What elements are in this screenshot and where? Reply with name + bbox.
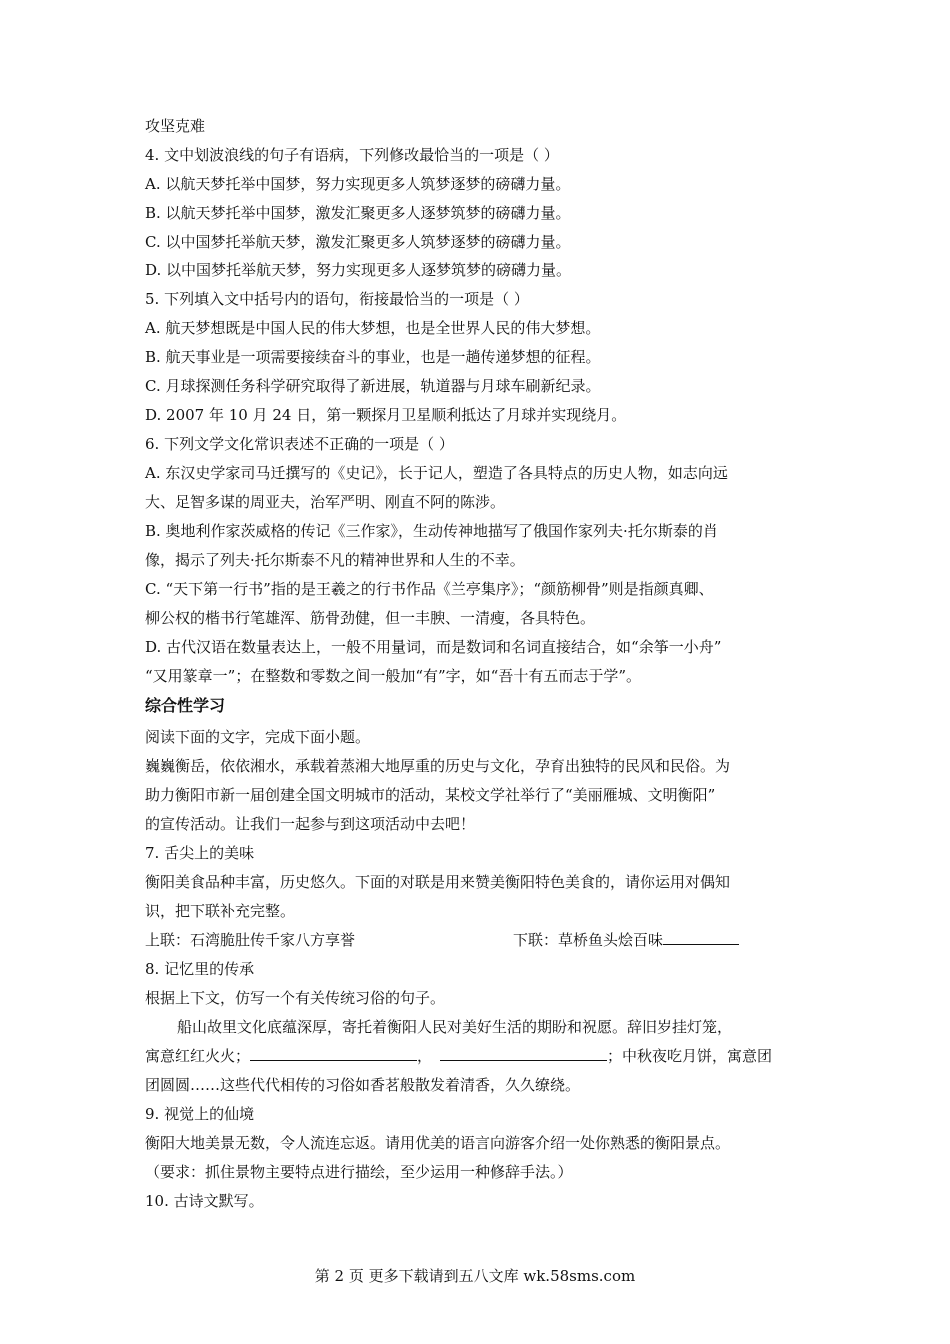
paragraph-line: 衡阳美食品种丰富，历史悠久。下面的对联是用来赞美衡阳特色美食的，请你运用对偶知 — [145, 873, 731, 891]
couplet-first-line: 上联：石湾脆肚传千家八方享誉 — [145, 931, 356, 949]
option-c: C. “天下第一行书”指的是王羲之的行书作品《兰亭集序》；“颜筋柳骨”则是指颜真卿、 — [145, 580, 714, 598]
option-c: C. 月球探测任务科学研究取得了新进展，轨道器与月球车刷新纪录。 — [145, 377, 601, 395]
fill-text: 寓意红红火火； — [145, 1047, 251, 1065]
option-a: A. 以航天梦托举中国梦，努力实现更多人筑梦逐梦的磅礴力量。 — [145, 175, 571, 193]
option-a: A. 东汉史学家司马迁撰写的《史记》，长于记人，塑造了各具特点的历史人物，如志向远 — [145, 464, 728, 482]
paragraph-line: 团圆圆……这些代代相传的习俗如香茗般散发着清香，久久缭绕。 — [145, 1076, 581, 1094]
paragraph-line: 识，把下联补充完整。 — [145, 902, 296, 920]
option-b: B. 奥地利作家茨威格的传记《三作家》，生动传神地描写了俄国作家列夫·托尔斯泰的肖 — [145, 522, 718, 540]
paragraph-line: 巍巍衡岳，依依湘水，承载着蒸湘大地厚重的历史与文化，孕育出独特的民风和民俗。为 — [145, 757, 731, 775]
page-footer: 第 2 页 更多下载请到五八文库 wk.58sms.com — [314, 1267, 636, 1285]
paragraph-line: 船山故里文化底蕴深厚，寄托着衡阳人民对美好生活的期盼和祝愿。辞旧岁挂灯笼， — [177, 1018, 733, 1036]
option-c: C. 以中国梦托举航天梦，激发汇聚更多人筑梦逐梦的磅礴力量。 — [145, 233, 571, 251]
text-line: 攻坚克难 — [145, 117, 206, 135]
option-c-cont: 柳公权的楷书行笔雄浑、筋骨劲健，但一丰腴、一清瘦，各具特色。 — [145, 609, 596, 627]
question-4: 4. 文中划波浪线的句子有语病，下列修改最恰当的一项是（ ） — [145, 146, 559, 164]
paragraph-line: 的宣传活动。让我们一起参与到这项活动中去吧！ — [145, 815, 476, 833]
couplet-second-text: 下联：草桥鱼头烩百味 — [513, 931, 664, 949]
fill-blank-line — [145, 1046, 772, 1066]
fill-text: ， — [417, 1047, 433, 1065]
option-b-cont: 像，揭示了列夫·托尔斯泰不凡的精神世界和人生的不幸。 — [145, 551, 525, 569]
couplet-second-line — [513, 930, 739, 950]
option-d-cont: “又用篆章一”；在整数和零数之间一般加“有”字，如“吾十有五而志于学”。 — [145, 667, 642, 685]
question-7: 7. 舌尖上的美味 — [145, 844, 255, 862]
answer-blank[interactable] — [440, 1046, 607, 1061]
option-d: D. 以中国梦托举航天梦，努力实现更多人逐梦筑梦的磅礴力量。 — [145, 261, 572, 279]
answer-blank[interactable] — [250, 1046, 417, 1061]
section-heading: 综合性学习 — [145, 696, 226, 715]
instruction: 阅读下面的文字，完成下面小题。 — [145, 728, 371, 746]
paragraph-line: 衡阳大地美景无数，令人流连忘返。请用优美的语言向游客介绍一处你熟悉的衡阳景点。 — [145, 1134, 731, 1152]
option-d: D. 古代汉语在数量表达上，一般不用量词，而是数词和名词直接结合，如“余筝一小舟” — [145, 638, 722, 656]
paragraph-line: 助力衡阳市新一届创建全国文明城市的活动，某校文学社举行了“美丽雁城、文明衡阳” — [145, 786, 716, 804]
question-6: 6. 下列文学文化常识表述不正确的一项是（ ） — [145, 435, 454, 453]
question-10: 10. 古诗文默写。 — [145, 1192, 264, 1210]
option-b: B. 航天事业是一项需要接续奋斗的事业，也是一趟传递梦想的征程。 — [145, 348, 601, 366]
requirement: （要求：抓住景物主要特点进行描绘，至少运用一种修辞手法。） — [145, 1163, 573, 1181]
option-a: A. 航天梦想既是中国人民的伟大梦想，也是全世界人民的伟大梦想。 — [145, 319, 601, 337]
option-d: D. 2007 年 10 月 24 日，第一颗探月卫星顺利抵达了月球并实现绕月。 — [145, 406, 627, 424]
question-5: 5. 下列填入文中括号内的语句，衔接最恰当的一项是（ ） — [145, 290, 529, 308]
fill-text: ；中秋夜吃月饼，寓意团 — [607, 1047, 773, 1065]
question-9: 9. 视觉上的仙境 — [145, 1105, 255, 1123]
answer-blank[interactable] — [663, 930, 739, 945]
instruction: 根据上下文，仿写一个有关传统习俗的句子。 — [145, 989, 446, 1007]
option-b: B. 以航天梦托举中国梦，激发汇聚更多人逐梦筑梦的磅礴力量。 — [145, 204, 571, 222]
question-8: 8. 记忆里的传承 — [145, 960, 255, 978]
option-a-cont: 大、足智多谋的周亚夫，治军严明、刚直不阿的陈涉。 — [145, 493, 506, 511]
